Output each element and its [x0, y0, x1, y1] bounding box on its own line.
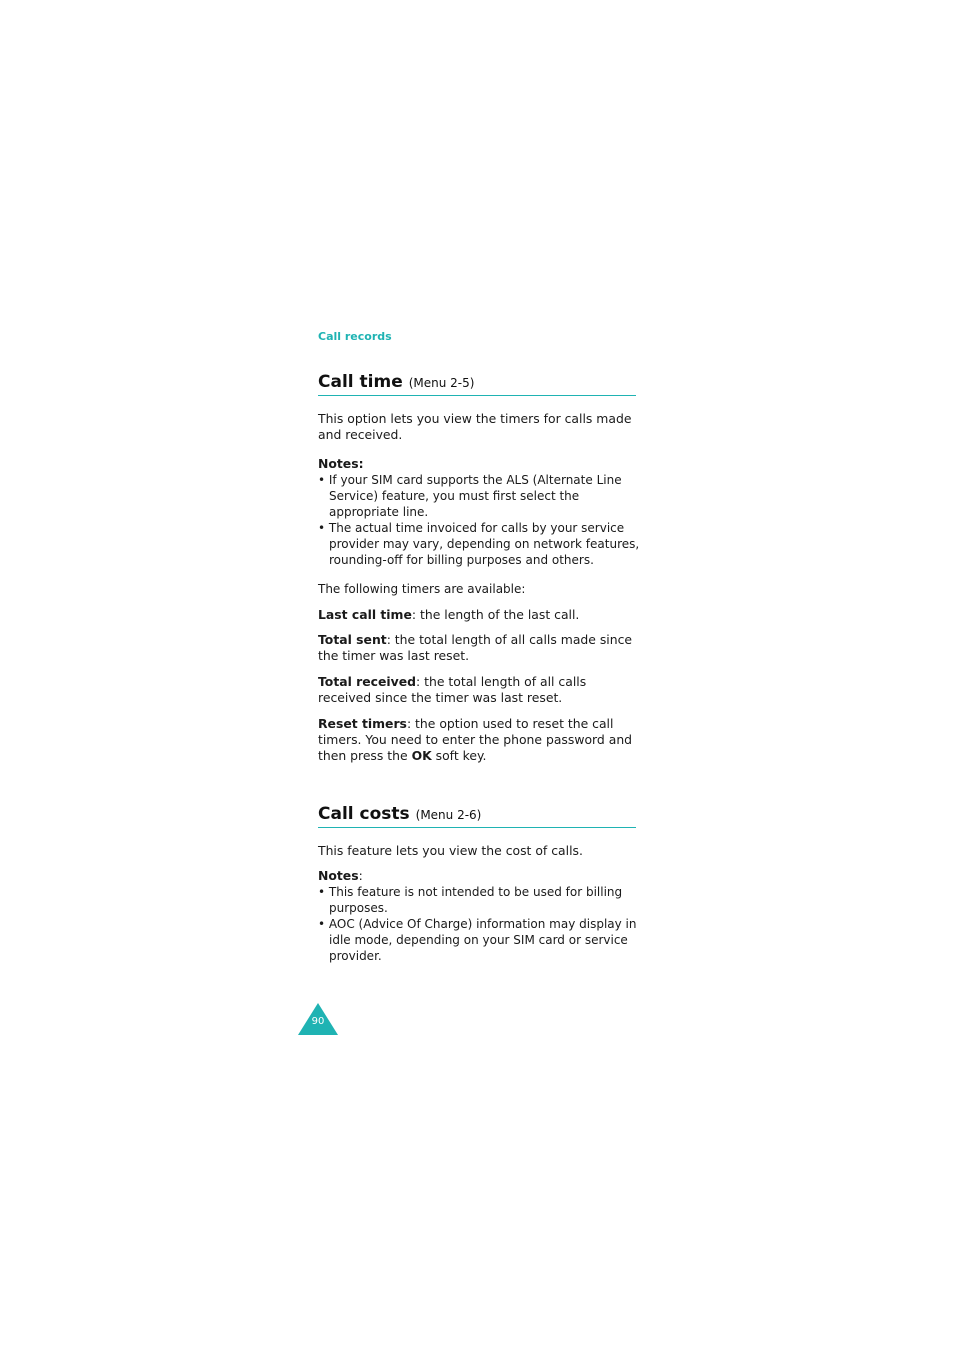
timer-last-call: Last call time: the length of the last call.: [318, 607, 580, 622]
call-time-note-1: • If your SIM card supports the ALS (Alternate Line Service) feature, you must first select the appropriate line.: [318, 473, 622, 519]
page-number: 90: [311, 1016, 325, 1027]
timer-reset-term: Reset timers: [318, 716, 407, 731]
call-costs-heading: [318, 804, 636, 828]
timer-total-received-term: Total received: [318, 674, 417, 689]
call-time-intro: This option lets you view the timers for calls made and received.: [318, 411, 632, 442]
call-costs-title: Call costs: [318, 804, 410, 824]
timer-reset: Reset timers: the option used to reset the call timers. You need to enter the phone password and then press the OK soft key.: [318, 716, 633, 763]
timers-intro: The following timers are available:: [318, 582, 526, 596]
timer-total-sent-term: Total sent: [318, 632, 387, 647]
call-costs-note-2: • AOC (Advice Of Charge) information may display in idle mode, depending on your SIM card or service provider.: [318, 917, 637, 963]
call-time-note-2: • The actual time invoiced for calls by your service provider may vary, depending on network features, rounding-off for billing purposes and others.: [318, 521, 640, 567]
timer-last-call-term: Last call time: [318, 607, 412, 622]
section-label: Call records: [318, 330, 392, 343]
call-time-heading: [318, 372, 636, 396]
call-costs-intro: This feature lets you view the cost of calls.: [318, 843, 583, 858]
ok-key-label: OK: [411, 748, 432, 763]
call-time-notes-label: Notes:: [318, 456, 364, 471]
call-time-title: Call time: [318, 372, 403, 392]
call-costs-menu: (Menu 2-6): [415, 808, 482, 822]
call-costs-note-1: • This feature is not intended to be used for billing purposes.: [318, 885, 623, 915]
call-costs-notes-label: Notes:: [318, 868, 363, 883]
call-time-menu: (Menu 2-5): [408, 376, 475, 390]
timer-total-received: Total received: the total length of all calls received since the timer was last reset.: [318, 674, 587, 705]
timer-total-sent: Total sent: the total length of all calls made since the timer was last reset.: [318, 632, 633, 663]
